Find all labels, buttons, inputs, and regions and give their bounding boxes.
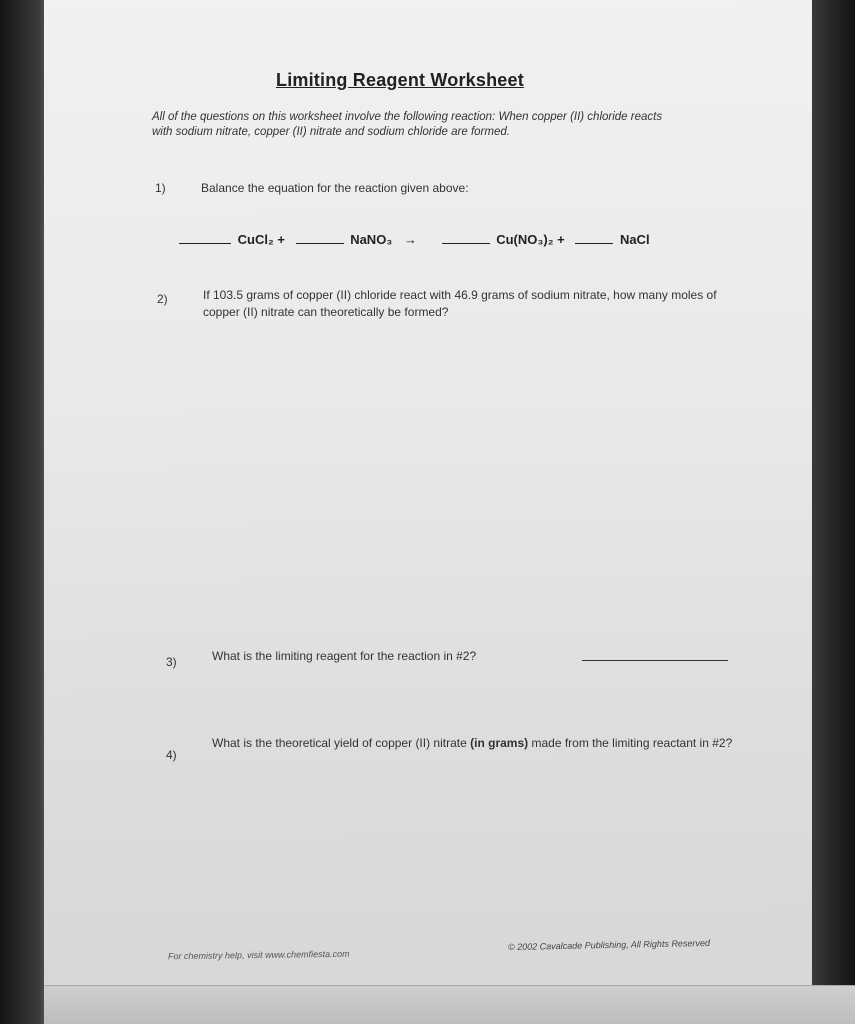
reactant-1: CuCl₂ + [237, 232, 285, 247]
worksheet-paper [44, 0, 812, 1024]
reaction-arrow: → [403, 232, 417, 247]
product-1: Cu(NO₃)₂ + [496, 232, 565, 247]
reactant-2: NaNO₃ [350, 232, 393, 247]
intro-paragraph: All of the questions on this worksheet involve the following reaction: When copper (II) chloride reacts with sodium nitrate, copper (II) nitrate and sodium chloride are formed. [152, 111, 663, 138]
question-4-number: 4) [166, 748, 177, 762]
coefficient-blank-2[interactable] [296, 242, 344, 244]
question-1-number: 1) [155, 181, 166, 195]
product-2: NaCl [619, 232, 650, 247]
footer-copyright: © 2002 Cavalcade Publishing, All Rights Reserved [507, 937, 711, 953]
question-4-text-before: What is the theoretical yield of copper (II) nitrate [212, 736, 471, 750]
question-2-text: If 103.5 grams of copper (II) chloride react with 46.9 grams of sodium nitrate, how many moles of copper (II) nitrate can theoretically be formed? [203, 288, 717, 319]
paper-bottom-edge [44, 985, 855, 1024]
question-4-text-bold: (in grams) [470, 736, 529, 750]
question-4-text [212, 735, 752, 752]
coefficient-blank-1[interactable] [179, 242, 231, 244]
question-3-text: What is the limiting reagent for the reaction in #2? [212, 649, 477, 663]
coefficient-blank-4[interactable] [575, 242, 613, 244]
background-edge-right [811, 0, 855, 1024]
question-1-text: Balance the equation for the reaction given above: [201, 181, 469, 195]
question-2-number: 2) [157, 292, 168, 306]
worksheet-title: Limiting Reagent Worksheet [276, 70, 524, 90]
footer-help-link: For chemistry help, visit www.chemfiesta.com [167, 948, 350, 962]
coefficient-blank-3[interactable] [442, 242, 490, 244]
question-4-text-after: made from the limiting reactant in #2? [528, 736, 733, 750]
question-3-number: 3) [166, 655, 177, 669]
question-3-answer-line[interactable] [582, 660, 728, 661]
background-edge-left [0, 0, 48, 1024]
equation [176, 232, 654, 247]
